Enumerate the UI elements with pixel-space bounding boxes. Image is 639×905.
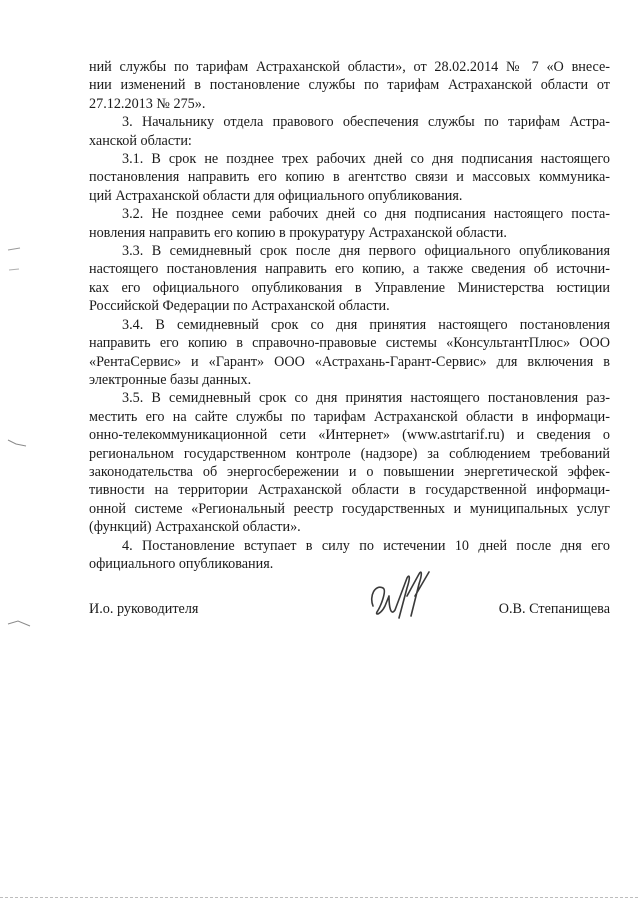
text-line: направить его копию в справочно-правовые системы «КонсультантПлюс» ООО xyxy=(89,335,610,352)
text-line: официального опубликования. xyxy=(89,555,274,572)
text-line: онно-телекоммуникационной сети «Интернет» (www.astrtarif.ru) и сведения о xyxy=(89,427,610,444)
scan-mark xyxy=(6,436,28,456)
text-line: 3.5. В семидневный срок со дня принятия настоящего постановления раз- xyxy=(122,390,610,407)
text-line: 3.4. В семидневный срок со дня принятия настоящего постановления xyxy=(122,316,610,333)
text-line: 3.3. В семидневный срок после дня первого официального опубликования xyxy=(122,243,610,260)
signature-block xyxy=(89,601,610,625)
text-line: законодательства об энергосбережении и о повышении энергетической эффек- xyxy=(89,463,610,480)
text-line: ханской области: xyxy=(89,132,192,149)
text-line: ций Астраханской области для официального опубликования. xyxy=(89,187,463,204)
text-line: настоящего постановления направить его копию, а также сведения об источни- xyxy=(89,261,610,278)
text-line: нии изменений в постановление службы по тарифам Астраханской области от xyxy=(89,77,610,94)
scan-mark xyxy=(6,616,32,632)
text-line: Российской Федерации по Астраханской области. xyxy=(89,298,390,315)
text-line: новления направить его копию в прокуратуру Астраханской области. xyxy=(89,224,507,241)
scan-mark xyxy=(6,244,28,274)
text-line: 3.1. В срок не позднее трех рабочих дней со дня подписания настоящего xyxy=(122,151,610,168)
text-line: электронные базы данных. xyxy=(89,371,252,388)
text-line: региональном государственном контроле (надзоре) за соблюдением требований xyxy=(89,445,610,462)
text-line: тивности на территории Астраханской области в государственной информаци- xyxy=(89,482,610,499)
text-line: ках его официального опубликования в Управление Министерства юстиции xyxy=(89,279,610,296)
text-line: 27.12.2013 № 275». xyxy=(89,95,206,112)
signatory-title: И.о. руководителя xyxy=(89,601,199,617)
text-line: постановления направить его копию в агентство связи и массовых коммуника- xyxy=(89,169,610,186)
text-line: местить его на сайте службы по тарифам Астраханской области в информаци- xyxy=(89,408,610,425)
text-line: (функций) Астраханской области». xyxy=(89,519,301,536)
text-line: «РентаСервис» и «Гарант» ООО «Астрахань-Гарант-Сервис» для включения в xyxy=(89,353,610,370)
signatory-name: О.В. Степанищева xyxy=(498,601,610,617)
text-line: онной системе «Региональный реестр государственных и муниципальных услуг xyxy=(89,500,610,517)
document-body xyxy=(89,58,610,573)
text-line: 3. Начальнику отдела правового обеспечения службы по тарифам Астра- xyxy=(122,114,610,131)
text-line: 4. Постановление вступает в силу по истечении 10 дней после дня его xyxy=(122,537,610,554)
text-line: ний службы по тарифам Астраханской области», от 28.02.2014 № 7 «О внесе- xyxy=(89,59,610,75)
text-line: 3.2. Не позднее семи рабочих дней со дня подписания настоящего поста- xyxy=(122,206,610,223)
handwritten-signature xyxy=(367,566,437,624)
page-bottom-edge xyxy=(0,897,639,898)
